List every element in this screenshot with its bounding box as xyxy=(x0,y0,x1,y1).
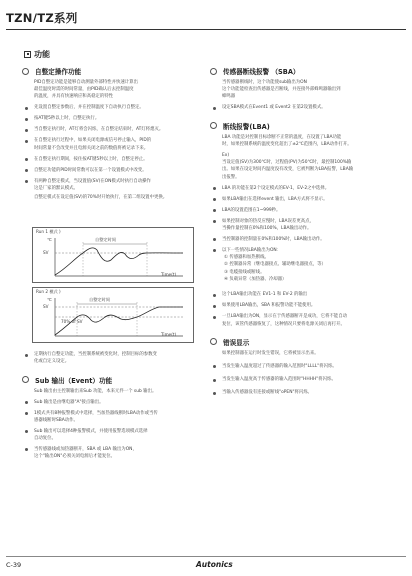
graph-sv-label: SV xyxy=(43,250,49,256)
autotune-heading xyxy=(22,66,212,76)
circle-bullet-icon xyxy=(22,376,29,383)
autotune-note: 自整定模式在设定值(SV)的70%时开始执行，在第二组设置中更换。 xyxy=(34,195,168,201)
autotune-bullet: 当自整定执行时，AT灯将会闪烁，在自整定结束时，AT灯将熄灭。 xyxy=(22,126,212,133)
lba-heading xyxy=(210,121,396,131)
autotune-bullet: 在自整定执行过程中，如果关闭电源或信号停止输入，PID的 时间常量不会改变并且电源关闭之前的数值将被记录下来。 xyxy=(22,137,212,151)
sba-title: 传感器断线报警 （SBA） xyxy=(223,68,300,76)
lba-intro-2: 时，如果控制系统的温度变化超出了±2℃范围内，LBA动作打开。 xyxy=(222,141,352,147)
circle-bullet-icon xyxy=(210,122,217,129)
subout-title: Sub 输出（Event）功能 xyxy=(35,376,113,385)
lba-bullet: 如果控制对象的热反应慢时，LBA误差更高点， 当操作量控制在0%和100%，LBA输出动作。 xyxy=(210,218,396,232)
sba-bullet: 设定SBA模式在Event1 或 Event2 在第2设置模式。 xyxy=(210,104,396,111)
autotune-bullet: 自整定功能的PID时间常数可以在第一个设置模式中改变。 xyxy=(22,167,212,174)
autotune-graph-run1 xyxy=(32,227,194,283)
sba-intro-2: 这个功能能检查出传感器是否断线，并连接外部蜂鸣器输出到 xyxy=(222,87,341,93)
subout-bullet: Sub 输出是由继电器"A"接点输出。 xyxy=(22,399,212,406)
graph-pv-axis-label: ℃ xyxy=(47,237,52,243)
error-bullet: 当输入传感器没有连接或断线"oPEN"将闪烁。 xyxy=(210,389,396,396)
graph-pv-axis-label: ℃ xyxy=(47,297,52,303)
error-bullet: 当发生输入温度超过了传感器的输入范围时"LLLL"将闪烁。 xyxy=(210,363,396,370)
lba-example-1: 当设定值(SV)为300℃时，过程值(PV)为50℃时，最控制100%输 xyxy=(222,160,352,166)
left-column xyxy=(22,66,212,460)
subout-intro: Sub 输出由主控制输出来Sub 功能，本来元件一个 sub 输出。 xyxy=(34,388,157,394)
lba-example-label: Ex) xyxy=(222,153,230,159)
subout-bullet: 当传感器线或加热器断开，SBA 或 LBA 输出为ON， 这个"输出ON"必须关闭电源后才能复位。 xyxy=(22,446,212,460)
right-column xyxy=(210,66,396,397)
error-bullet: 当发生输入温度高于传感器的输入范围时"HHHH"将闪烁。 xyxy=(210,376,396,383)
page-footer xyxy=(6,556,406,570)
graph-run1-plot xyxy=(33,228,195,284)
autotune-intro-1: PID自整定功能是能够自动测量外部特性并快速计算出 xyxy=(34,80,138,85)
graph-sv-label: SV xyxy=(43,304,49,310)
graph-pct-label: 70% of SV xyxy=(61,319,83,325)
graph-title: Run 1 模式 ) xyxy=(36,229,61,235)
autotune-bullet: 先设置自整定参数后，并在控制温度下自动执行自整定。 xyxy=(22,104,212,111)
sba-intro-3: 蜂鸣器 xyxy=(222,94,236,100)
autotune-bullet: 按AT键5秒以上时，自整定执行。 xyxy=(22,115,212,122)
circle-bullet-icon xyxy=(210,68,217,75)
circle-bullet-icon xyxy=(210,338,217,345)
sba-heading xyxy=(210,66,396,76)
page-header xyxy=(6,8,406,30)
lba-example-3: 出报警。 xyxy=(222,174,240,180)
page-title: TZN/TZ系列 xyxy=(6,11,78,25)
lba-after-bullet: 这个LBA输出功能在 EV1-1 和 EV-2 的输出 xyxy=(210,291,396,298)
error-title: 错误显示 xyxy=(223,338,250,347)
lba-example-2: 出。如果在设定时间内温度没有改变，它被判断为LBA报警，LBA输 xyxy=(222,167,354,173)
lba-bullet: LBA 的功能在第2个设定模式的EV-1，EV-2之中选择。 xyxy=(210,185,396,192)
lba-cause-item: ④ 负载异常（加热器、冷却器） xyxy=(224,277,287,283)
graph-time-label: Time(t) xyxy=(161,272,177,278)
lba-bullet: LBA的设置范围在1~999秒。 xyxy=(210,207,396,214)
graph-title: Run 2 模式 ) xyxy=(36,289,61,295)
graph-period-label: 自整定时间 xyxy=(89,297,110,303)
autotune-title: 自整定操作功能 xyxy=(35,68,82,76)
error-heading xyxy=(210,337,396,347)
autotune-intro-2: 最佳温度时需的时间常量，由PID确认后去控制温度 xyxy=(34,87,134,93)
subout-heading xyxy=(22,375,212,385)
autotune-graph-run2 xyxy=(32,287,194,343)
lba-bullet: 以下一些情况LBA输出为ON： xyxy=(210,247,396,254)
lba-after-bullet: 一旦LBA输出为ON，显示在于传感器断开是成功，它将不能自动 复位，该管传感器恢复了，这种情况只要将电源关闭后再打开。 xyxy=(210,313,396,327)
page-number: C-39 xyxy=(6,561,22,569)
circle-bullet-icon xyxy=(22,68,29,75)
brand-logo: Autonics xyxy=(196,560,233,569)
graph-time-label: Time(t) xyxy=(161,332,177,338)
square-bullet-icon xyxy=(24,51,31,58)
sba-intro-1: 当传感器断线时，这个功能使sub输出为ON xyxy=(222,80,307,85)
section-heading xyxy=(24,49,50,60)
graph-period-label: 自整定时间 xyxy=(95,237,116,243)
lba-cause-item: ② 控制器异常（继电器接点、辅助继电器接点，等） xyxy=(224,262,326,268)
autotune-intro-3: 的温度，并具有快速响应和高稳定的特性 xyxy=(34,94,114,100)
lba-bullet: 如果LBA输出在选择event 输出，LBA方式将不显示。 xyxy=(210,196,396,203)
lba-cause-item: ③ 电缆接线或断线。 xyxy=(224,269,265,275)
lba-after-bullet: 如果使用LBA输出，SBA 和报警功能不能使用。 xyxy=(210,302,396,309)
graph-run2-plot xyxy=(33,288,195,344)
lba-title: 断线报警(LBA) xyxy=(223,122,270,131)
error-intro: 如果控制器在运行时发生错误，它将被显示出来。 xyxy=(222,350,319,356)
subout-bullet: 1模式共有8种报警模式中选择，当加热器线断时LBA动作或当传 感器线断时SBA动作。 xyxy=(22,410,212,424)
section-title: 功能 xyxy=(34,50,50,59)
lba-bullet: 当控制器的控制量在0%和100%时，LBA输出动作。 xyxy=(210,236,396,243)
lba-intro-1: LBA 功能是对控制目标诊断不正常的温度，在设置了LBA功能 xyxy=(222,134,342,140)
autotune-bullet: 在自整定执行期间，按住按AT键5秒以上时，自整定停止。 xyxy=(22,156,212,163)
lba-cause-item: ① 传感器和加热断线。 xyxy=(224,255,269,261)
autotune-bullet: 有两种自整定模式，当设置值(SV)在ON模式时执行自动操作 这是厂家的默认模式。 xyxy=(22,178,212,192)
subout-bullet: Sub 输出可以选择4种报警模式，并使用报警选项模式选择 自动复位。 xyxy=(22,428,212,442)
autotune-after-bullet: 定期执行自整定功能，当控制系统被变化时，控制目标的参数变 化或自定义设定。 xyxy=(22,351,212,365)
